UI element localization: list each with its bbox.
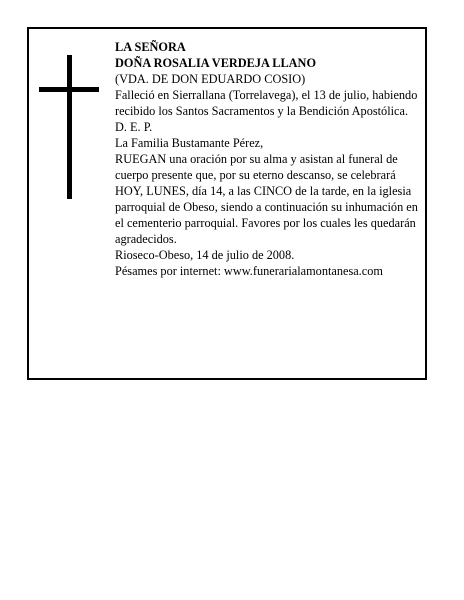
cross-vertical-bar <box>67 55 72 199</box>
dep-line: D. E. P. <box>115 120 153 134</box>
obituary-notice <box>27 27 427 380</box>
death-details: Falleció en Sierrallana (Torrelavega), el 13 de julio, habiendo recibido los Santos Sacramentos y la Bendición Apostólica. <box>115 88 418 118</box>
deceased-name: DOÑA ROSALIA VERDEJA LLANO <box>115 56 317 70</box>
notice-text-block <box>115 39 421 279</box>
place-date: Rioseco-Obeso, 14 de julio de 2008. <box>115 248 295 262</box>
family-line: La Familia Bustamante Pérez, <box>115 136 264 150</box>
cross-icon <box>39 55 99 199</box>
widow-of-line: (VDA. DE DON EDUARDO COSIO) <box>115 72 306 86</box>
condolences-line: Pésames por internet: www.funerarialamontanesa.com <box>115 264 383 278</box>
heading-title: LA SEÑORA <box>115 40 186 54</box>
cross-horizontal-bar <box>39 87 99 92</box>
funeral-request: RUEGAN una oración por su alma y asistan al funeral de cuerpo presente que, por su eterno descanso, se celebrará HOY, LUNES, día 14, a las CINCO de la tarde, en la iglesia parroquial de Obeso, siendo a continuación su inhumación en el cementerio parroquial. Favores por los cuales les quedarán agradecidos. <box>115 152 418 246</box>
